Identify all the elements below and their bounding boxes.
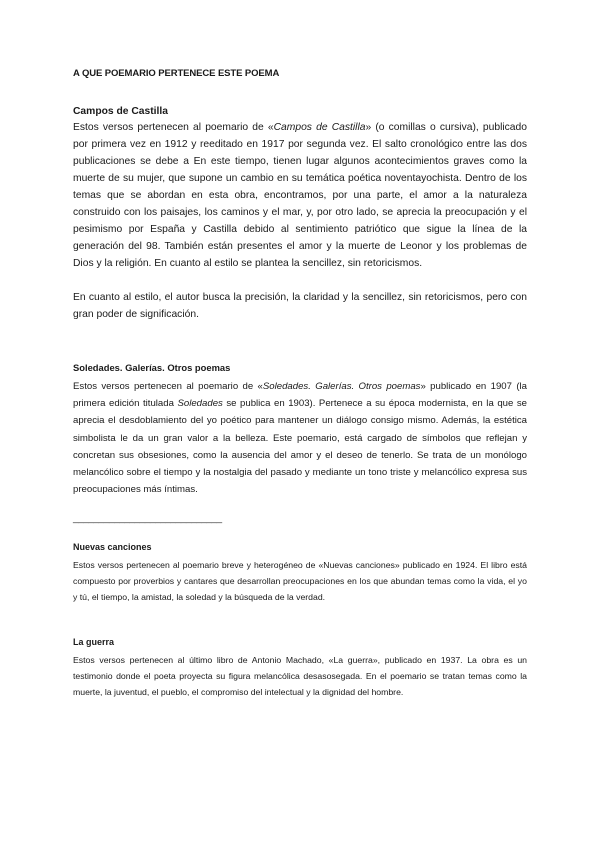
paragraph: En cuanto al estilo, el autor busca la precisión, la claridad y la sencillez, sin retoricismos, pero con gran poder de significación. (73, 292, 527, 320)
section-nuevas-canciones (73, 540, 527, 605)
paragraph-text: Estos versos pertenecen al poemario de « (73, 122, 274, 133)
paragraph-text: Estos versos pertenecen al poemario de « (73, 381, 263, 392)
book-title-italic: Soledades. Galerías. Otros poemas (262, 381, 421, 392)
paragraph-text: » (o comillas o cursiva), publicado por primera vez en 1912 y reeditado en 1917 por segunda vez. El salto cronológico entre las dos publicaciones se debe a En este tiempo, tienen lugar algunos acontecimientos graves como la muerte de su mujer, que supone un cambio en su temática poética noventayochista. Dentro de los temas que se abordan en esta obra, encontramos, por una parte, el amor a la naturaleza construido con los paisajes, los caminos y el mar, y, por otro lado, se aprecia la preocupación y el pesimismo por España y Castilla debido al sentimiento patriótico que sigue la línea de la generación del 98. También están presentes el amor y la muerte de Leonor y los problemas de Dios y la religión. En cuanto al estilo se plantea la sencillez, sin retoricismos. (73, 122, 527, 269)
paragraph: Estos versos pertenecen al poemario breve y heterogéneo de «Nuevas canciones» publicado en 1924. El libro está compuesto por proverbios y cantares que desarrollan preocupaciones en los que abundan temas como la vida, el yo y tú, el tiempo, la amistad, la soledad y la búsqueda de la verdad. (73, 560, 527, 603)
document-title: A QUE POEMARIO PERTENECE ESTE POEMA (73, 68, 280, 79)
section-heading: Campos de Castilla (73, 106, 168, 117)
section-heading: Soledades. Galerías. Otros poemas (73, 362, 231, 373)
document-page (73, 68, 527, 700)
paragraph-text: » publicado en 1907 (la primera edición titulada (73, 381, 527, 410)
section-soledades (73, 361, 527, 498)
book-title-italic: Soledades (177, 398, 223, 410)
divider-line: _____________________________ (73, 513, 222, 525)
paragraph (73, 119, 527, 272)
section-heading: La guerra (73, 637, 115, 648)
paragraph (73, 378, 527, 498)
paragraph-text: se publica en 1903). Pertenece a su época modernista, en la que se aprecia el desdoblamiento del yo poético para mantener un diálogo consigo mismo. Además, la estética simbolista le da un gran valor a la belleza. Este poemario, está cargado de símbolos que reflejan y concretan sus obsesiones, como la ausencia del amor y el deseo de tenerlo. Se trata de un monólogo melancólico sobre el tiempo y la nostalgia del pasado y mediante un tono triste y melancólico expresa sus preocupaciones más íntimas. (73, 398, 527, 496)
book-title-italic: Campos de Castilla (273, 122, 366, 133)
paragraph: Estos versos pertenecen al último libro de Antonio Machado, «La guerra», publicado en 1937. La obra es un testimonio donde el poeta proyecta su figura melancólica desasosegada. En el poemario se tratan temas como la muerte, la juventud, el pueblo, el compromiso del intelectual y la dignidad del hombre. (73, 655, 527, 698)
section-la-guerra (73, 635, 527, 700)
section-campos-de-castilla (73, 104, 527, 323)
section-heading: Nuevas canciones (73, 542, 152, 553)
